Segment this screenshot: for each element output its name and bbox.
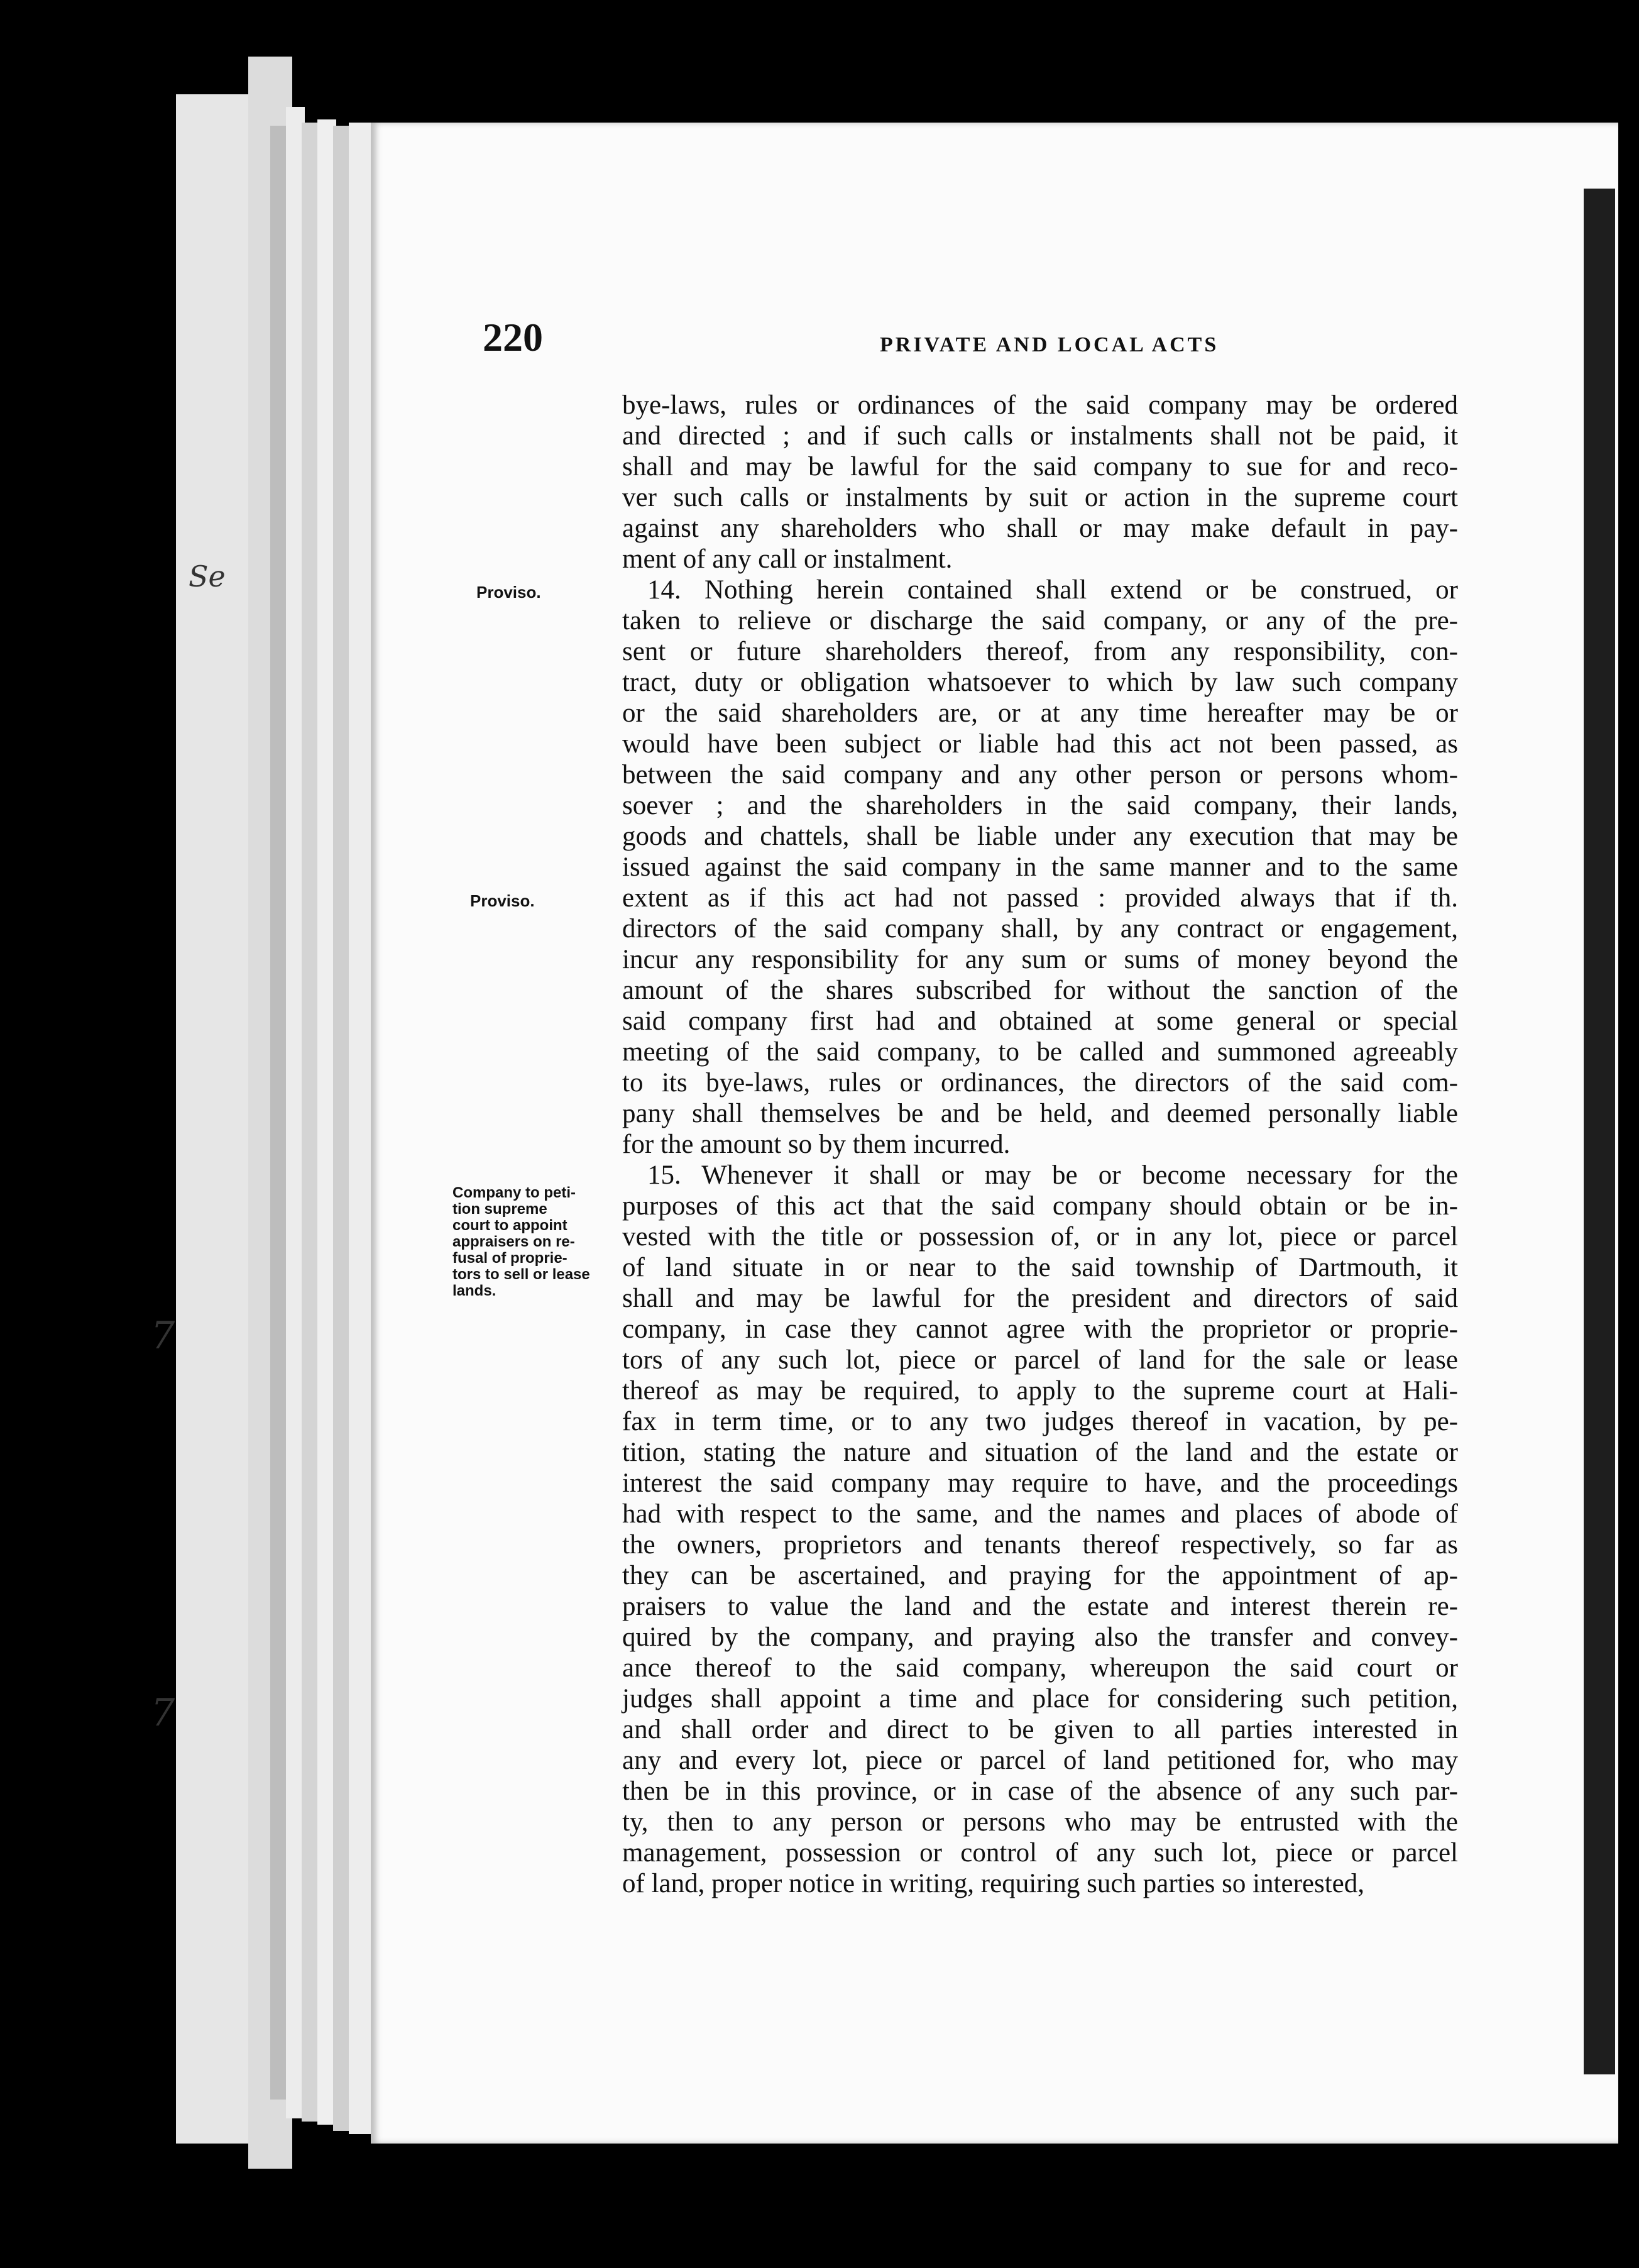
body-text-line: any and every lot, piece or parcel of land petitioned for, who may <box>622 1746 1458 1775</box>
body-text-line: ty, then to any person or persons who may be entrusted with the <box>622 1807 1458 1837</box>
body-text-line: tors of any such lot, piece or parcel of land for the sale or lease <box>622 1345 1458 1375</box>
sidenote-line: lands. <box>452 1282 496 1299</box>
body-text-line: of land, proper notice in writing, requiring such parties so interested, <box>622 1869 1364 1898</box>
body-text-line: ance thereof to the said company, whereupon the said court or <box>622 1653 1458 1683</box>
body-text-line: and directed ; and if such calls or instalments shall not be paid, it <box>622 421 1458 451</box>
body-text-line: had with respect to the same, and the names and places of abode of <box>622 1499 1458 1529</box>
body-text-line: ment of any call or instalment. <box>622 544 953 574</box>
sidenote-line: fusal of proprie- <box>452 1250 567 1267</box>
body-text-line: judges shall appoint a time and place for considering such petition, <box>622 1684 1458 1714</box>
body-text-line: extent as if this act had not passed : provided always that if th. <box>622 883 1458 913</box>
body-text-line: taken to relieve or discharge the said company, or any of the pre- <box>622 606 1458 636</box>
body-text-line: purposes of this act that the said company should obtain or be in- <box>622 1191 1458 1221</box>
body-text-line: incur any responsibility for any sum or sums of money beyond the <box>622 945 1458 974</box>
body-text-line: to its bye-laws, rules or ordinances, the directors of the said com- <box>622 1068 1458 1098</box>
page-edge <box>176 94 258 2144</box>
body-text-line: management, possession or control of any such lot, piece or parcel <box>622 1838 1458 1868</box>
page-number: 220 <box>483 315 543 360</box>
body-text-line: bye-laws, rules or ordinances of the said company may be ordered <box>622 390 1458 420</box>
body-text-line: then be in this province, or in case of the absence of any such par- <box>622 1776 1458 1806</box>
sidenote-line: appraisers on re- <box>452 1233 575 1250</box>
body-text-line: tition, stating the nature and situation of the land and the estate or <box>622 1438 1458 1467</box>
body-text-line: thereof as may be required, to apply to the supreme court at Hali- <box>622 1376 1458 1406</box>
body-text-line: 15. Whenever it shall or may be or become necessary for the <box>647 1160 1458 1190</box>
body-text-line: ver such calls or instalments by suit or action in the supreme court <box>622 483 1458 512</box>
body-text-line: pany shall themselves be and be held, and deemed personally liable <box>622 1099 1458 1128</box>
running-header: PRIVATE AND LOCAL ACTS <box>880 333 1219 356</box>
body-text-line: sent or future shareholders thereof, from any responsibility, con- <box>622 637 1458 666</box>
margin-pencil-mark: 7 <box>151 1691 175 1735</box>
body-text-line: goods and chattels, shall be liable under any execution that may be <box>622 822 1458 851</box>
body-text-line: would have been subject or liable had this act not been passed, as <box>622 729 1458 759</box>
body-text-line: company, in case they cannot agree with the proprietor or proprie- <box>622 1314 1458 1344</box>
sidenote-line: tors to sell or lease <box>452 1266 590 1283</box>
sidenote-line: tion supreme <box>452 1201 547 1218</box>
sidenote-company-petition <box>452 1185 610 1299</box>
body-text-line: the owners, proprietors and tenants thereof respectively, so far as <box>622 1530 1458 1560</box>
body-text-line: directors of the said company shall, by any contract or engagement, <box>622 914 1458 944</box>
body-text-line: interest the said company may require to have, and the proceedings <box>622 1468 1458 1498</box>
body-text-line: soever ; and the shareholders in the said company, their lands, <box>622 791 1458 820</box>
body-text-line: quired by the company, and praying also the transfer and convey- <box>622 1622 1458 1652</box>
body-text-line: of land situate in or near to the said township of Dartmouth, it <box>622 1253 1458 1282</box>
margin-pencil-mark: Se <box>189 559 226 593</box>
body-text-line: amount of the shares subscribed for without the sanction of the <box>622 976 1458 1005</box>
body-text-line: or the said shareholders are, or at any time hereafter may be or <box>622 698 1458 728</box>
body-text-line: issued against the said company in the same manner and to the same <box>622 852 1458 882</box>
body-text-line: tract, duty or obligation whatsoever to which by law such company <box>622 668 1458 697</box>
sidenote-proviso: Proviso. <box>476 583 541 602</box>
body-text-line: they can be ascertained, and praying for the appointment of ap- <box>622 1561 1458 1590</box>
body-text-line: 14. Nothing herein contained shall extend or be construed, or <box>647 575 1458 605</box>
sidenote-line: Company to peti- <box>452 1184 576 1201</box>
body-text-line: vested with the title or possession of, or in any lot, piece or parcel <box>622 1222 1458 1252</box>
body-text-line: meeting of the said company, to be called and summoned agreeably <box>622 1037 1458 1067</box>
body-text-line: shall and may be lawful for the president and directors of said <box>622 1284 1458 1313</box>
body-text-line: for the amount so by them incurred. <box>622 1130 1011 1159</box>
body-text-line: between the said company and any other person or persons whom- <box>622 760 1458 790</box>
body-text <box>622 390 1458 1899</box>
body-text-line: against any shareholders who shall or may make default in pay- <box>622 514 1458 543</box>
body-text-line: said company first had and obtained at some general or special <box>622 1006 1458 1036</box>
page-gutter-shadow <box>1584 189 1615 2074</box>
sidenote-line: court to appoint <box>452 1217 567 1234</box>
body-text-line: fax in term time, or to any two judges thereof in vacation, by pe- <box>622 1407 1458 1436</box>
body-text-line: and shall order and direct to be given to all parties interested in <box>622 1715 1458 1744</box>
body-text-line: praisers to value the land and the estate and interest therein re- <box>622 1592 1458 1621</box>
margin-pencil-mark: 7 <box>151 1314 175 1358</box>
page-edge <box>349 123 374 2134</box>
body-text-line: shall and may be lawful for the said company to sue for and reco- <box>622 452 1458 482</box>
sidenote-proviso: Proviso. <box>470 891 535 910</box>
